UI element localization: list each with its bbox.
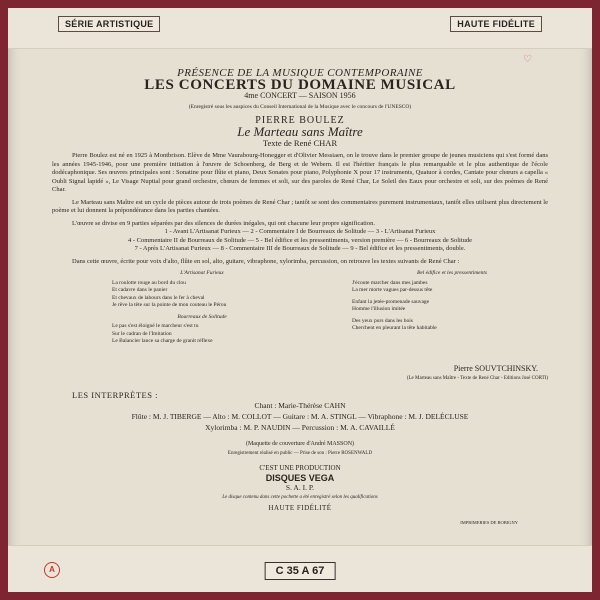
printer-credit: IMPRIMERIES DE BOBIGNY bbox=[460, 520, 518, 525]
poem-line: Enfant la jetée-promenade sauvage bbox=[352, 298, 430, 305]
top-strip bbox=[8, 8, 592, 49]
cover-credit: (Maquette de couverture d'André MASSON) bbox=[245, 441, 355, 447]
saip-credit: S. A. I. P. bbox=[285, 483, 315, 492]
poems-right-column bbox=[352, 270, 552, 333]
poem-title: Bourreaux de Solitude bbox=[177, 313, 227, 320]
disclaimer-text: Le disque contenu dans cette pochette a été enregistré selon les qualifications bbox=[222, 495, 378, 500]
poem-title: L'Artisanat Furieux bbox=[180, 270, 224, 276]
poem-line: Sur le cadran de l'Imitation bbox=[112, 330, 172, 337]
poem-line: Et chevaux de labours dans le fer à cheval bbox=[112, 294, 205, 301]
poems-left-column bbox=[112, 270, 292, 346]
production-label: C'EST UNE PRODUCTION bbox=[259, 464, 341, 472]
catalog-number: C 35 A 67 bbox=[265, 562, 336, 580]
poem-line: Le pas s'est éloigné le marcheur s'est tu bbox=[112, 323, 199, 329]
parts-line-3: 7 - Après L'Artisanat Furieux — 8 - Commentaire III de Bourreaux de Solitude — 9 - Bel édifice et les pressentiments, double. bbox=[134, 245, 466, 252]
hifi-note: HAUTE FIDÉLITÉ bbox=[268, 504, 332, 512]
performer-line: Xylorimba : M. P. NAUDIN — Percussion : M. A. CAVAILLÉ bbox=[205, 423, 395, 432]
performer-line: Chant : Marie-Thérèse CAHN bbox=[254, 401, 346, 410]
liner-notes bbox=[52, 68, 548, 532]
poem-line: Le Balancier lance sa charge de granit réflexe bbox=[112, 338, 213, 344]
text-credit: Texte de René CHAR bbox=[262, 138, 338, 148]
parts-intro: L'œuvre se divise en 9 parties séparées par des silences de durées inégales, qui ont chacune leur propre signification. bbox=[72, 219, 375, 227]
record-sleeve-back bbox=[8, 8, 592, 592]
a-badge-icon: A bbox=[44, 562, 60, 578]
series-subtitle: PRÉSENCE DE LA MUSIQUE CONTEMPORAINE bbox=[177, 67, 423, 79]
parts-line-2: 4 - Commentaire II de Bourreaux de Solitude — 5 - Bel édifice et les pressentiments, version première — 6 - Bourreaux de Solitude bbox=[127, 236, 473, 244]
poem-line: Et cadavre dans le panier bbox=[112, 287, 168, 293]
poems-block bbox=[52, 270, 548, 362]
record-label-name: DISQUES VEGA bbox=[265, 473, 335, 483]
bottom-strip bbox=[8, 545, 592, 592]
poem-line: Homme l'illusion imitée bbox=[352, 306, 406, 312]
poem-line: Des yeux purs dans les bois bbox=[352, 317, 413, 324]
haute-fidelite-tag: HAUTE FIDÉLITE bbox=[450, 16, 542, 32]
patronage-note: (Enregistré sous les auspices du Conseil International de la Musique avec le concours de l'UNESCO) bbox=[188, 104, 412, 110]
composer-name: PIERRE BOULEZ bbox=[255, 115, 345, 126]
concert-info: 4me CONCERT — SAISON 1956 bbox=[244, 91, 356, 100]
bio-paragraph: Pierre Boulez est né en 1925 à Montbrison. Elève de Mme Vaurabourg-Honegger et d'Olivier Messiaen, on le trouve dans le premier groupe de jeunes musiciens qui s'est formé dans les années 1945-1946, pour une première initiation à l'œuvre de Schoenberg, de Berg et de Webern. Il est l'héritier français le plus remarquable et le plus authentique de l'école dodécaphonique. Ses œuvres principales sont : Sonatine pour flûte et piano, Deux Sonates pour piano, Polyphonie X pour 17 instruments, Quatuor à cordes, Cantate pour chœurs a capella « Oubli Signal lapidé », Le Visage Nuptial pour grand orchestre, chœurs de femmes et soli, sur des paroles de René Char, Le Soleil des Eaux pour orchestre et soli, sur des poèmes de René Char. bbox=[52, 152, 548, 193]
performers-heading: LES INTERPRÈTES : bbox=[72, 390, 158, 400]
author-signature: Pierre SOUVTCHINSKY. bbox=[453, 364, 538, 373]
signature-note: (Le Marteau sans Maître - Texte de René Char - Editions José CORTI) bbox=[406, 376, 548, 381]
poem-line: La mer morte vagues par-dessus tête bbox=[352, 287, 433, 293]
marteau-paragraph: Le Marteau sans Maître est un cycle de pièces autour de trois poèmes de René Char ; tantôt se sont des commentaires purement instrumentaux, tantôt elles utilisent plus directement le poème et lui donnent la prépondérance dans les parties chantées. bbox=[52, 198, 548, 214]
performer-line: Flûte : M. J. TIBERGE — Alto : M. COLLOT — Guitare : M. A. STINGL — Vibraphone : M. J. DELÉCLUSE bbox=[131, 412, 469, 421]
recording-credit: Enregistrement réalisé en public — Prise de son : Pierre ROSENWALD bbox=[227, 451, 373, 456]
poem-line: La roulotte rouge au bord du clou bbox=[112, 279, 186, 286]
poem-line: Je rêve la tête sur la pointe de mon couteau le Pérou bbox=[112, 302, 227, 308]
work-title: Le Marteau sans Maître bbox=[237, 124, 363, 139]
instruments-paragraph: Dans cette œuvre, écrite pour voix d'alto, flûte en sol, alto, guitare, vibraphone, xylorimba, percussion, on retrouve les textes suivants de René Char : bbox=[72, 257, 460, 265]
pink-mark-icon: ♡ bbox=[523, 54, 532, 65]
parts-line-1: 1 - Avant L'Artisanat Furieux — 2 - Commentaire I de Bourreaux de Solitude — 3 - L'Artisanat Furieux bbox=[164, 228, 436, 235]
poem-line: J'écoute marcher dans mes jambes bbox=[352, 279, 428, 286]
poem-line: Cherchent en pleurant la tête habitable bbox=[352, 325, 437, 331]
page-title: LES CONCERTS DU DOMAINE MUSICAL bbox=[144, 77, 456, 93]
serie-tag: SÉRIE ARTISTIQUE bbox=[58, 16, 160, 32]
poem-title: Bel édifice et les pressentiments bbox=[416, 270, 488, 276]
